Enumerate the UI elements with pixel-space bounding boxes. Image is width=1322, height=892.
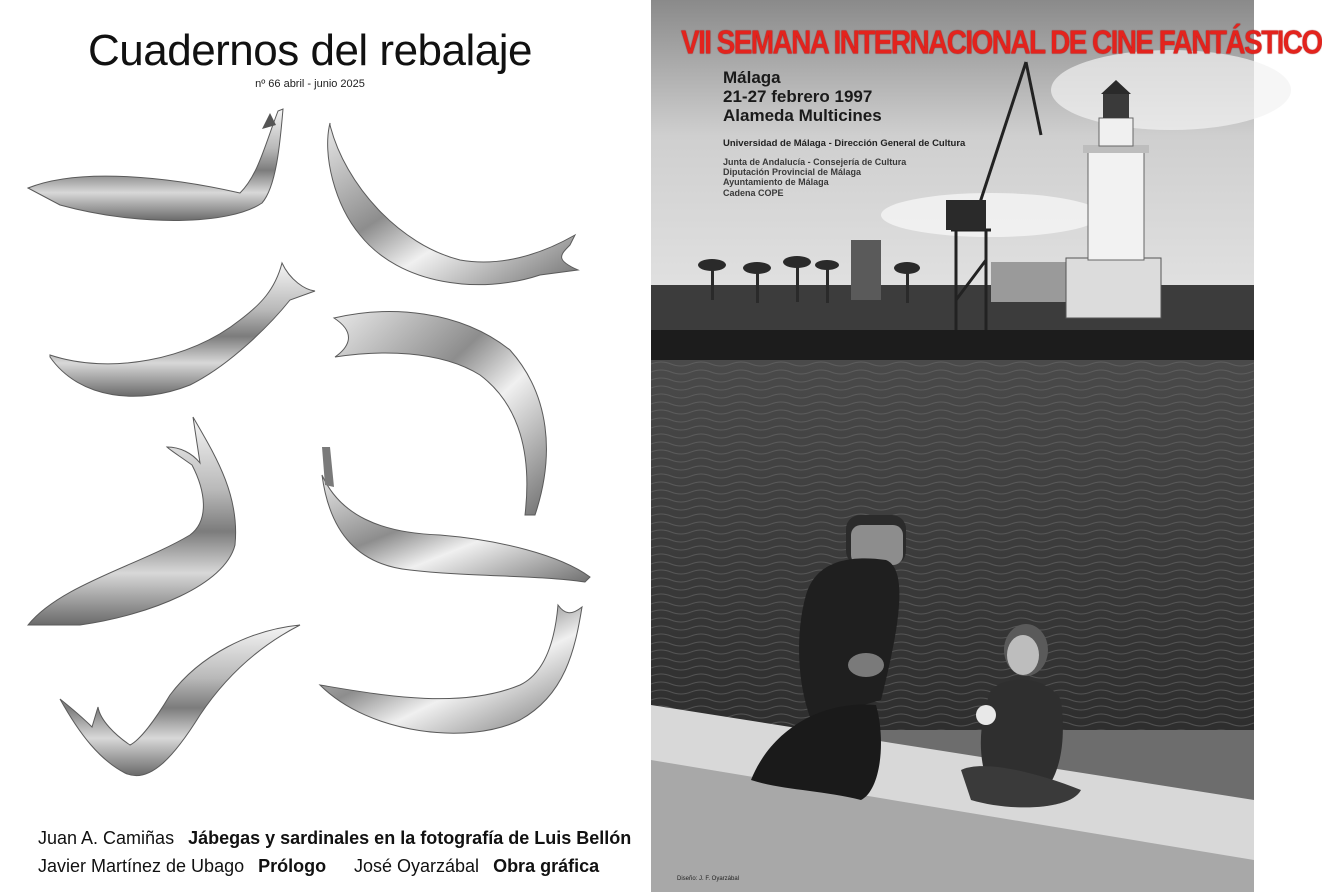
credit-author: Juan A. Camiñas: [38, 828, 175, 848]
event-venue: Alameda Multicines: [723, 106, 882, 125]
fish-sculpture: [28, 417, 236, 625]
fish-sculpture: [328, 123, 578, 285]
harbor-photo: [651, 0, 1322, 892]
credit-work: Obra gráfica: [493, 856, 600, 876]
credit-line-3: [354, 856, 599, 877]
festival-poster: [651, 0, 1322, 892]
fish-sculpture: [50, 263, 315, 396]
sponsor-item: Ayuntamiento de Málaga: [723, 177, 829, 188]
sponsor-item: Cadena COPE: [723, 187, 784, 198]
fish-sculpture: [322, 475, 590, 582]
event-city: Málaga: [723, 68, 781, 87]
organizer: Universidad de Málaga - Dirección General de Cultura: [723, 138, 966, 149]
credit-work: Prólogo: [258, 856, 327, 876]
sponsor-list: [723, 157, 906, 198]
event-dates: 21-27 febrero 1997: [723, 87, 873, 106]
fish-sculpture: [28, 109, 283, 221]
fish-sculpture: [320, 605, 582, 733]
event-info: [723, 68, 882, 125]
credit-author: José Oyarzábal: [354, 856, 480, 876]
cover-title: Cuadernos del rebalaje: [88, 26, 532, 75]
fish-sculpture: [60, 625, 300, 776]
credit-work: Jábegas y sardinales en la fotografía de Luis Bellón: [188, 828, 632, 848]
sponsor-item: Junta de Andalucía - Consejería de Cultura: [723, 157, 907, 167]
poster-title: VII SEMANA INTERNACIONAL DE CINE FANTÁSTICO: [681, 24, 1322, 61]
credit-author: Javier Martínez de Ubago: [38, 856, 245, 876]
sponsor-item: Diputación Provincial de Málaga: [723, 167, 862, 178]
fish-sculptures-artwork: [0, 95, 648, 795]
magazine-cover: [0, 0, 648, 892]
issue-info: nº 66 abril - junio 2025: [255, 78, 365, 90]
credit-line-2: [38, 856, 326, 877]
designer-credit: Diseño: J. F. Oyarzábal: [677, 876, 740, 882]
credit-line-1: [38, 828, 631, 849]
fish-sculpture: [334, 312, 546, 515]
